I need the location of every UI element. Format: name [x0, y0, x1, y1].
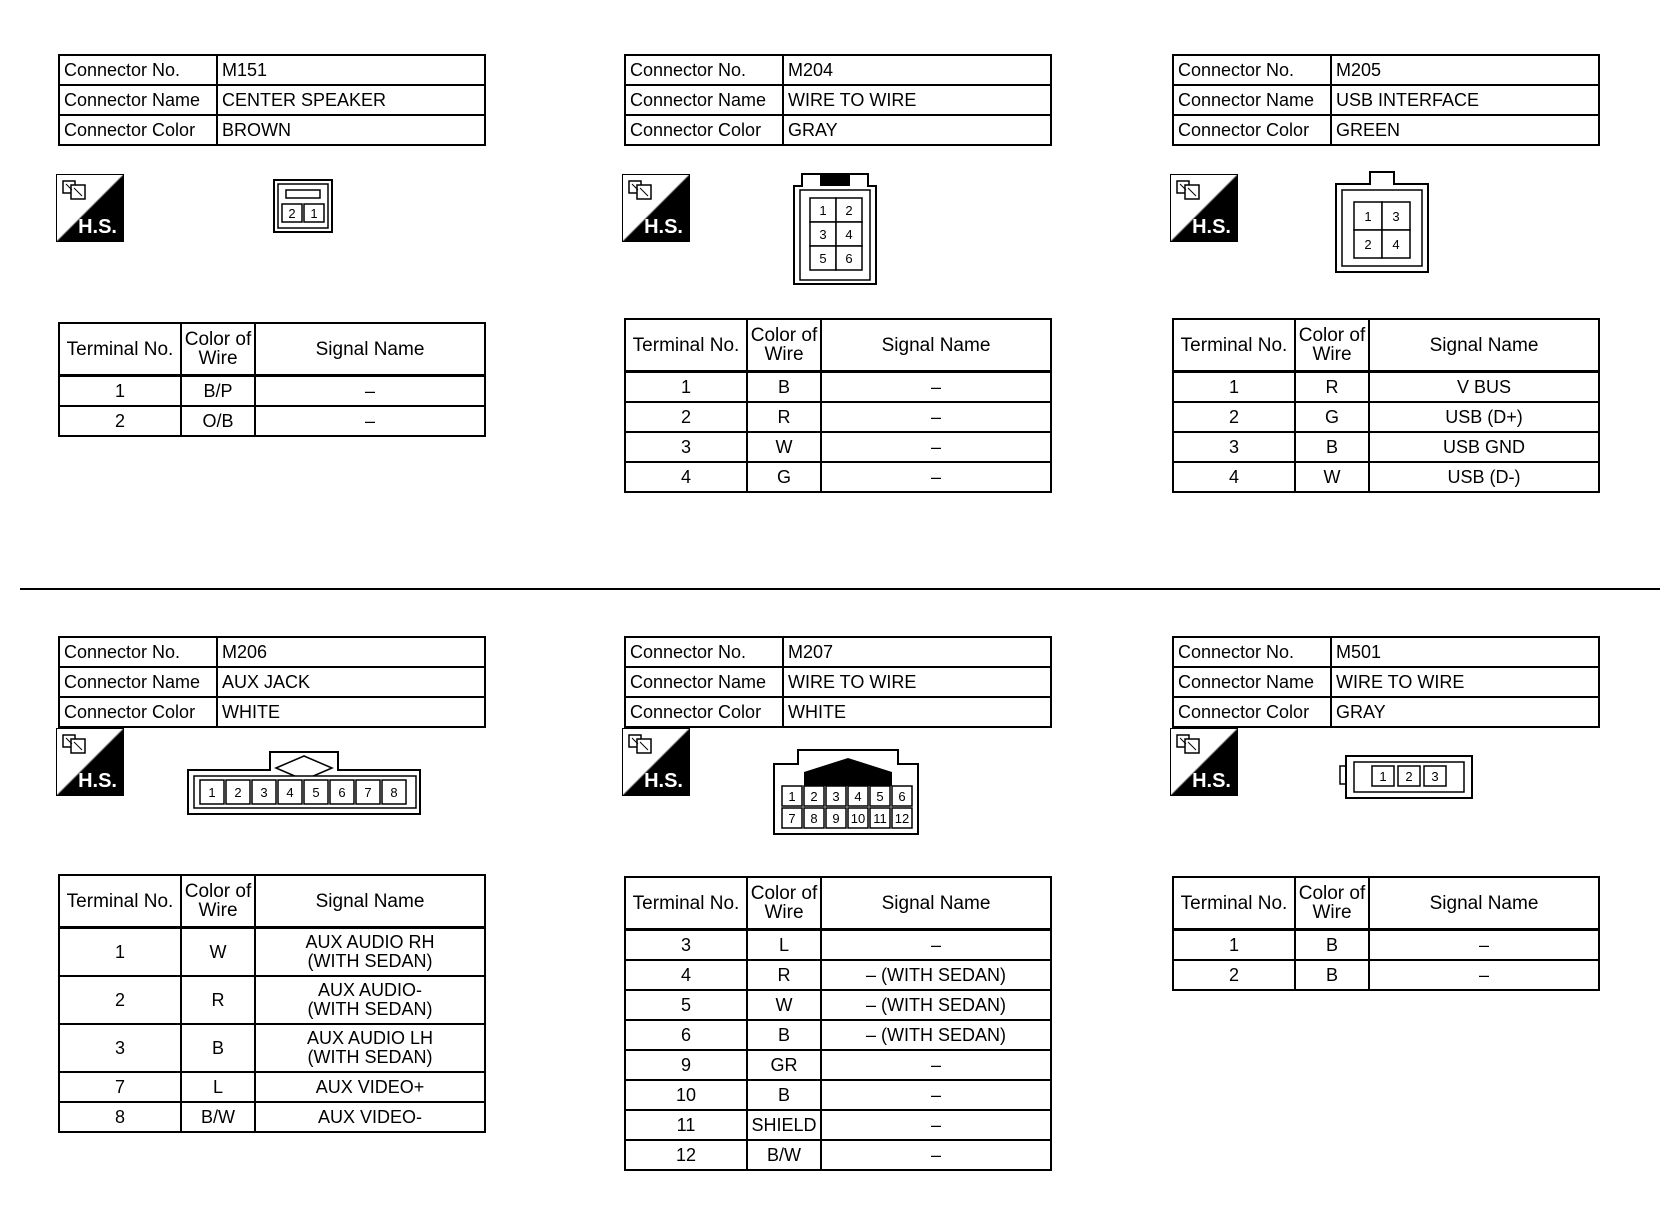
- connector-info-table: [624, 54, 1052, 146]
- pin-label: 2: [845, 203, 853, 218]
- connector-no-value: M205: [1331, 55, 1599, 85]
- terminal-no-cell: 1: [625, 372, 747, 403]
- signal-name-header: Signal Name: [1369, 877, 1599, 930]
- connector-pinout-svg: [790, 164, 880, 288]
- signal-name-cell: AUX VIDEO+: [255, 1072, 485, 1102]
- terminal-no-cell: 3: [1173, 432, 1295, 462]
- wire-color-cell: B: [181, 1024, 255, 1072]
- pin-label: 2: [288, 206, 296, 221]
- pin-label: 1: [1364, 209, 1372, 224]
- terminal-row: [59, 1102, 485, 1132]
- pin-label: 3: [832, 789, 840, 804]
- connector-color-value: GRAY: [1331, 697, 1599, 727]
- connector-color-value: WHITE: [217, 697, 485, 727]
- terminal-no-header: Terminal No.: [59, 875, 181, 928]
- pin-label: 1: [208, 785, 216, 800]
- terminal-row: [625, 1140, 1051, 1170]
- section-divider: [20, 588, 1660, 590]
- terminal-row: [59, 1024, 485, 1072]
- wire-color-cell: B: [747, 1080, 821, 1110]
- signal-name-cell: –: [821, 432, 1051, 462]
- terminal-row: [1173, 960, 1599, 990]
- pin-label: 4: [286, 785, 294, 800]
- terminal-row: [625, 1110, 1051, 1140]
- pin-label: 11: [873, 811, 887, 826]
- connector-no-value: M204: [783, 55, 1051, 85]
- terminal-row: [1173, 432, 1599, 462]
- connector-plug-icon: [627, 733, 657, 757]
- terminal-table: [58, 874, 486, 1133]
- info-key: Connector No.: [625, 637, 783, 667]
- wire-color-cell: B/W: [181, 1102, 255, 1132]
- terminal-no-cell: 4: [625, 960, 747, 990]
- harness-side-badge: [1170, 728, 1238, 796]
- terminal-row: [625, 432, 1051, 462]
- connector-info-table: [624, 636, 1052, 728]
- hs-label: H.S.: [78, 216, 117, 238]
- signal-name-cell: AUX AUDIO RH (WITH SEDAN): [255, 928, 485, 977]
- info-row: [625, 667, 1051, 697]
- pin-label: 2: [1405, 769, 1413, 784]
- wire-color-cell: G: [747, 462, 821, 492]
- connector-block-m205: [1172, 54, 1604, 487]
- terminal-row: [625, 402, 1051, 432]
- info-row: [1173, 637, 1599, 667]
- signal-name-header: Signal Name: [821, 877, 1051, 930]
- info-key: Connector Name: [625, 667, 783, 697]
- pin-label: 12: [894, 811, 910, 826]
- connector-no-value: M501: [1331, 637, 1599, 667]
- info-row: [59, 85, 485, 115]
- terminal-header-row: [625, 877, 1051, 930]
- connector-info-table: [1172, 636, 1600, 728]
- wire-color-cell: B: [1295, 432, 1369, 462]
- terminal-table: [58, 322, 486, 437]
- pin-label: 2: [1364, 237, 1372, 252]
- harness-side-badge: [56, 728, 124, 796]
- wire-color-cell: W: [181, 928, 255, 977]
- pin-label: 5: [819, 251, 827, 266]
- signal-name-cell: USB (D-): [1369, 462, 1599, 492]
- hs-label: H.S.: [644, 770, 683, 792]
- signal-name-cell: USB (D+): [1369, 402, 1599, 432]
- connector-no-value: M151: [217, 55, 485, 85]
- terminal-header-row: [59, 323, 485, 376]
- wire-color-cell: B: [747, 372, 821, 403]
- signal-name-cell: USB GND: [1369, 432, 1599, 462]
- connector-name-value: WIRE TO WIRE: [783, 667, 1051, 697]
- info-key: Connector Name: [59, 667, 217, 697]
- wire-color-cell: GR: [747, 1050, 821, 1080]
- connector-color-value: GREEN: [1331, 115, 1599, 145]
- terminal-table: [1172, 318, 1600, 493]
- info-row: [59, 55, 485, 85]
- connector-face-diagram: [768, 746, 928, 843]
- connector-color-value: GRAY: [783, 115, 1051, 145]
- terminal-no-header: Terminal No.: [1173, 877, 1295, 930]
- info-key: Connector Color: [59, 697, 217, 727]
- terminal-no-cell: 2: [59, 976, 181, 1024]
- info-row: [59, 697, 485, 727]
- terminal-header-row: [59, 875, 485, 928]
- terminal-no-cell: 4: [625, 462, 747, 492]
- terminal-no-cell: 8: [59, 1102, 181, 1132]
- pin-label: 6: [845, 251, 853, 266]
- info-key: Connector Color: [1173, 115, 1331, 145]
- terminal-row: [59, 1072, 485, 1102]
- info-row: [59, 115, 485, 145]
- terminal-no-cell: 2: [1173, 960, 1295, 990]
- pin-label: 4: [1392, 237, 1400, 252]
- connector-name-value: WIRE TO WIRE: [783, 85, 1051, 115]
- connector-block-m207: [624, 636, 1056, 1165]
- connector-face-diagram: [184, 748, 424, 823]
- terminal-row: [1173, 402, 1599, 432]
- signal-name-cell: –: [821, 462, 1051, 492]
- info-row: [1173, 667, 1599, 697]
- signal-name-cell: –: [1369, 960, 1599, 990]
- connector-face-diagram: [1336, 752, 1476, 807]
- pin-label: 2: [234, 785, 242, 800]
- info-key: Connector Name: [1173, 667, 1331, 697]
- signal-name-cell: AUX AUDIO LH (WITH SEDAN): [255, 1024, 485, 1072]
- terminal-no-cell: 9: [625, 1050, 747, 1080]
- connector-name-value: WIRE TO WIRE: [1331, 667, 1599, 697]
- wire-color-cell: W: [1295, 462, 1369, 492]
- info-row: [1173, 115, 1599, 145]
- connector-face-diagram: [1332, 164, 1432, 281]
- info-key: Connector No.: [625, 55, 783, 85]
- harness-side-badge: [56, 174, 124, 242]
- wire-color-header: Color of Wire: [181, 875, 255, 928]
- wire-color-cell: W: [747, 432, 821, 462]
- terminal-no-cell: 3: [625, 930, 747, 961]
- harness-side-badge: [622, 728, 690, 796]
- terminal-header-row: [625, 319, 1051, 372]
- terminal-no-cell: 12: [625, 1140, 747, 1170]
- terminal-no-header: Terminal No.: [625, 877, 747, 930]
- connector-plug-icon: [1175, 179, 1205, 203]
- terminal-row: [625, 1050, 1051, 1080]
- harness-side-badge: [622, 174, 690, 242]
- signal-name-cell: – (WITH SEDAN): [821, 990, 1051, 1020]
- info-row: [59, 667, 485, 697]
- info-row: [1173, 85, 1599, 115]
- terminal-row: [625, 462, 1051, 492]
- terminal-no-cell: 7: [59, 1072, 181, 1102]
- terminal-no-header: Terminal No.: [59, 323, 181, 376]
- connector-pinout-svg: [768, 746, 928, 838]
- connector-plug-icon: [61, 733, 91, 757]
- signal-name-cell: AUX VIDEO-: [255, 1102, 485, 1132]
- connector-info-table: [58, 636, 486, 728]
- info-key: Connector No.: [1173, 55, 1331, 85]
- pin-label: 3: [819, 227, 827, 242]
- terminal-header-row: [1173, 877, 1599, 930]
- pin-label: 8: [390, 785, 398, 800]
- pin-label: 1: [1379, 769, 1387, 784]
- info-key: Connector No.: [1173, 637, 1331, 667]
- info-key: Connector Name: [625, 85, 783, 115]
- signal-name-header: Signal Name: [1369, 319, 1599, 372]
- pin-label: 7: [364, 785, 372, 800]
- info-key: Connector Name: [1173, 85, 1331, 115]
- signal-name-cell: –: [821, 930, 1051, 961]
- info-key: Connector Color: [59, 115, 217, 145]
- wire-color-header: Color of Wire: [747, 877, 821, 930]
- terminal-no-cell: 3: [625, 432, 747, 462]
- wire-color-cell: W: [747, 990, 821, 1020]
- info-key: Connector Color: [625, 115, 783, 145]
- wire-color-cell: O/B: [181, 406, 255, 436]
- signal-name-cell: –: [821, 1140, 1051, 1170]
- info-key: Connector No.: [59, 55, 217, 85]
- terminal-row: [625, 1020, 1051, 1050]
- terminal-no-cell: 2: [625, 402, 747, 432]
- connector-pinout-svg: [184, 748, 424, 818]
- pin-label: 2: [810, 789, 818, 804]
- pin-label: 3: [1431, 769, 1439, 784]
- wire-color-header: Color of Wire: [1295, 877, 1369, 930]
- info-row: [625, 55, 1051, 85]
- harness-side-badge: [1170, 174, 1238, 242]
- signal-name-cell: –: [255, 406, 485, 436]
- connector-no-value: M207: [783, 637, 1051, 667]
- wire-color-cell: G: [1295, 402, 1369, 432]
- terminal-table: [624, 318, 1052, 493]
- terminal-row: [59, 928, 485, 977]
- connector-name-value: CENTER SPEAKER: [217, 85, 485, 115]
- wire-color-cell: B: [1295, 930, 1369, 961]
- wire-color-cell: R: [181, 976, 255, 1024]
- connector-color-value: WHITE: [783, 697, 1051, 727]
- terminal-no-cell: 2: [1173, 402, 1295, 432]
- terminal-row: [625, 372, 1051, 403]
- pin-label: 1: [819, 203, 827, 218]
- signal-name-header: Signal Name: [255, 875, 485, 928]
- connector-name-value: USB INTERFACE: [1331, 85, 1599, 115]
- terminal-table: [1172, 876, 1600, 991]
- connector-block-m151: [58, 54, 490, 431]
- terminal-row: [59, 976, 485, 1024]
- info-row: [1173, 697, 1599, 727]
- terminal-no-cell: 11: [625, 1110, 747, 1140]
- pin-label: 5: [312, 785, 320, 800]
- terminal-row: [625, 930, 1051, 961]
- signal-name-cell: –: [821, 1110, 1051, 1140]
- terminal-no-header: Terminal No.: [1173, 319, 1295, 372]
- terminal-no-cell: 1: [1173, 930, 1295, 961]
- connector-face-diagram: [268, 174, 338, 239]
- terminal-row: [1173, 930, 1599, 961]
- hs-label: H.S.: [78, 770, 117, 792]
- connector-info-table: [1172, 54, 1600, 146]
- wire-color-cell: B: [747, 1020, 821, 1050]
- connector-pinout-svg: [268, 174, 338, 234]
- signal-name-cell: –: [821, 1080, 1051, 1110]
- wire-color-cell: R: [1295, 372, 1369, 403]
- signal-name-cell: – (WITH SEDAN): [821, 1020, 1051, 1050]
- connector-color-value: BROWN: [217, 115, 485, 145]
- terminal-row: [59, 406, 485, 436]
- terminal-row: [1173, 462, 1599, 492]
- wire-color-cell: B: [1295, 960, 1369, 990]
- wire-color-header: Color of Wire: [747, 319, 821, 372]
- pin-label: 4: [845, 227, 853, 242]
- pin-label: 7: [788, 811, 796, 826]
- pin-label: 6: [898, 789, 906, 804]
- info-row: [625, 697, 1051, 727]
- signal-name-cell: –: [821, 402, 1051, 432]
- info-key: Connector Color: [1173, 697, 1331, 727]
- info-row: [1173, 55, 1599, 85]
- connector-pinout-svg: [1332, 164, 1432, 276]
- connector-block-m204: [624, 54, 1056, 487]
- terminal-no-cell: 4: [1173, 462, 1295, 492]
- terminal-no-cell: 1: [1173, 372, 1295, 403]
- info-key: Connector Name: [59, 85, 217, 115]
- signal-name-cell: –: [1369, 930, 1599, 961]
- pin-label: 6: [338, 785, 346, 800]
- pin-label: 10: [850, 811, 866, 826]
- terminal-row: [625, 1080, 1051, 1110]
- terminal-no-cell: 3: [59, 1024, 181, 1072]
- wire-color-cell: L: [747, 930, 821, 961]
- connector-plug-icon: [627, 179, 657, 203]
- wire-color-cell: SHIELD: [747, 1110, 821, 1140]
- info-row: [625, 85, 1051, 115]
- wire-color-cell: R: [747, 402, 821, 432]
- terminal-no-cell: 6: [625, 1020, 747, 1050]
- signal-name-cell: V BUS: [1369, 372, 1599, 403]
- terminal-no-cell: 10: [625, 1080, 747, 1110]
- terminal-row: [59, 376, 485, 407]
- terminal-no-header: Terminal No.: [625, 319, 747, 372]
- terminal-table: [624, 876, 1052, 1171]
- info-key: Connector Color: [625, 697, 783, 727]
- connector-info-table: [58, 54, 486, 146]
- wire-color-header: Color of Wire: [181, 323, 255, 376]
- terminal-row: [625, 990, 1051, 1020]
- wire-color-cell: B/W: [747, 1140, 821, 1170]
- signal-name-cell: –: [255, 376, 485, 407]
- signal-name-header: Signal Name: [255, 323, 485, 376]
- pin-label: 3: [260, 785, 268, 800]
- connector-face-diagram: [790, 164, 880, 293]
- terminal-row: [625, 960, 1051, 990]
- signal-name-cell: –: [821, 372, 1051, 403]
- signal-name-cell: – (WITH SEDAN): [821, 960, 1051, 990]
- wire-color-cell: B/P: [181, 376, 255, 407]
- connector-no-value: M206: [217, 637, 485, 667]
- pin-label: 1: [310, 206, 318, 221]
- connector-pinout-svg: [1336, 752, 1476, 802]
- terminal-no-cell: 1: [59, 376, 181, 407]
- info-row: [59, 637, 485, 667]
- terminal-no-cell: 5: [625, 990, 747, 1020]
- connector-plug-icon: [1175, 733, 1205, 757]
- connector-block-m206: [58, 636, 490, 1127]
- pin-label: 1: [788, 789, 796, 804]
- connector-plug-icon: [61, 179, 91, 203]
- wire-color-cell: R: [747, 960, 821, 990]
- terminal-no-cell: 2: [59, 406, 181, 436]
- pin-label: 3: [1392, 209, 1400, 224]
- terminal-header-row: [1173, 319, 1599, 372]
- signal-name-cell: AUX AUDIO- (WITH SEDAN): [255, 976, 485, 1024]
- signal-name-header: Signal Name: [821, 319, 1051, 372]
- pin-label: 9: [832, 811, 840, 826]
- wire-color-cell: L: [181, 1072, 255, 1102]
- pin-label: 4: [854, 789, 862, 804]
- terminal-row: [1173, 372, 1599, 403]
- signal-name-cell: –: [821, 1050, 1051, 1080]
- connector-block-m501: [1172, 636, 1604, 985]
- hs-label: H.S.: [1192, 216, 1231, 238]
- pin-label: 5: [876, 789, 884, 804]
- info-row: [625, 115, 1051, 145]
- hs-label: H.S.: [644, 216, 683, 238]
- connector-name-value: AUX JACK: [217, 667, 485, 697]
- hs-label: H.S.: [1192, 770, 1231, 792]
- pin-label: 8: [810, 811, 818, 826]
- info-key: Connector No.: [59, 637, 217, 667]
- wire-color-header: Color of Wire: [1295, 319, 1369, 372]
- terminal-no-cell: 1: [59, 928, 181, 977]
- info-row: [625, 637, 1051, 667]
